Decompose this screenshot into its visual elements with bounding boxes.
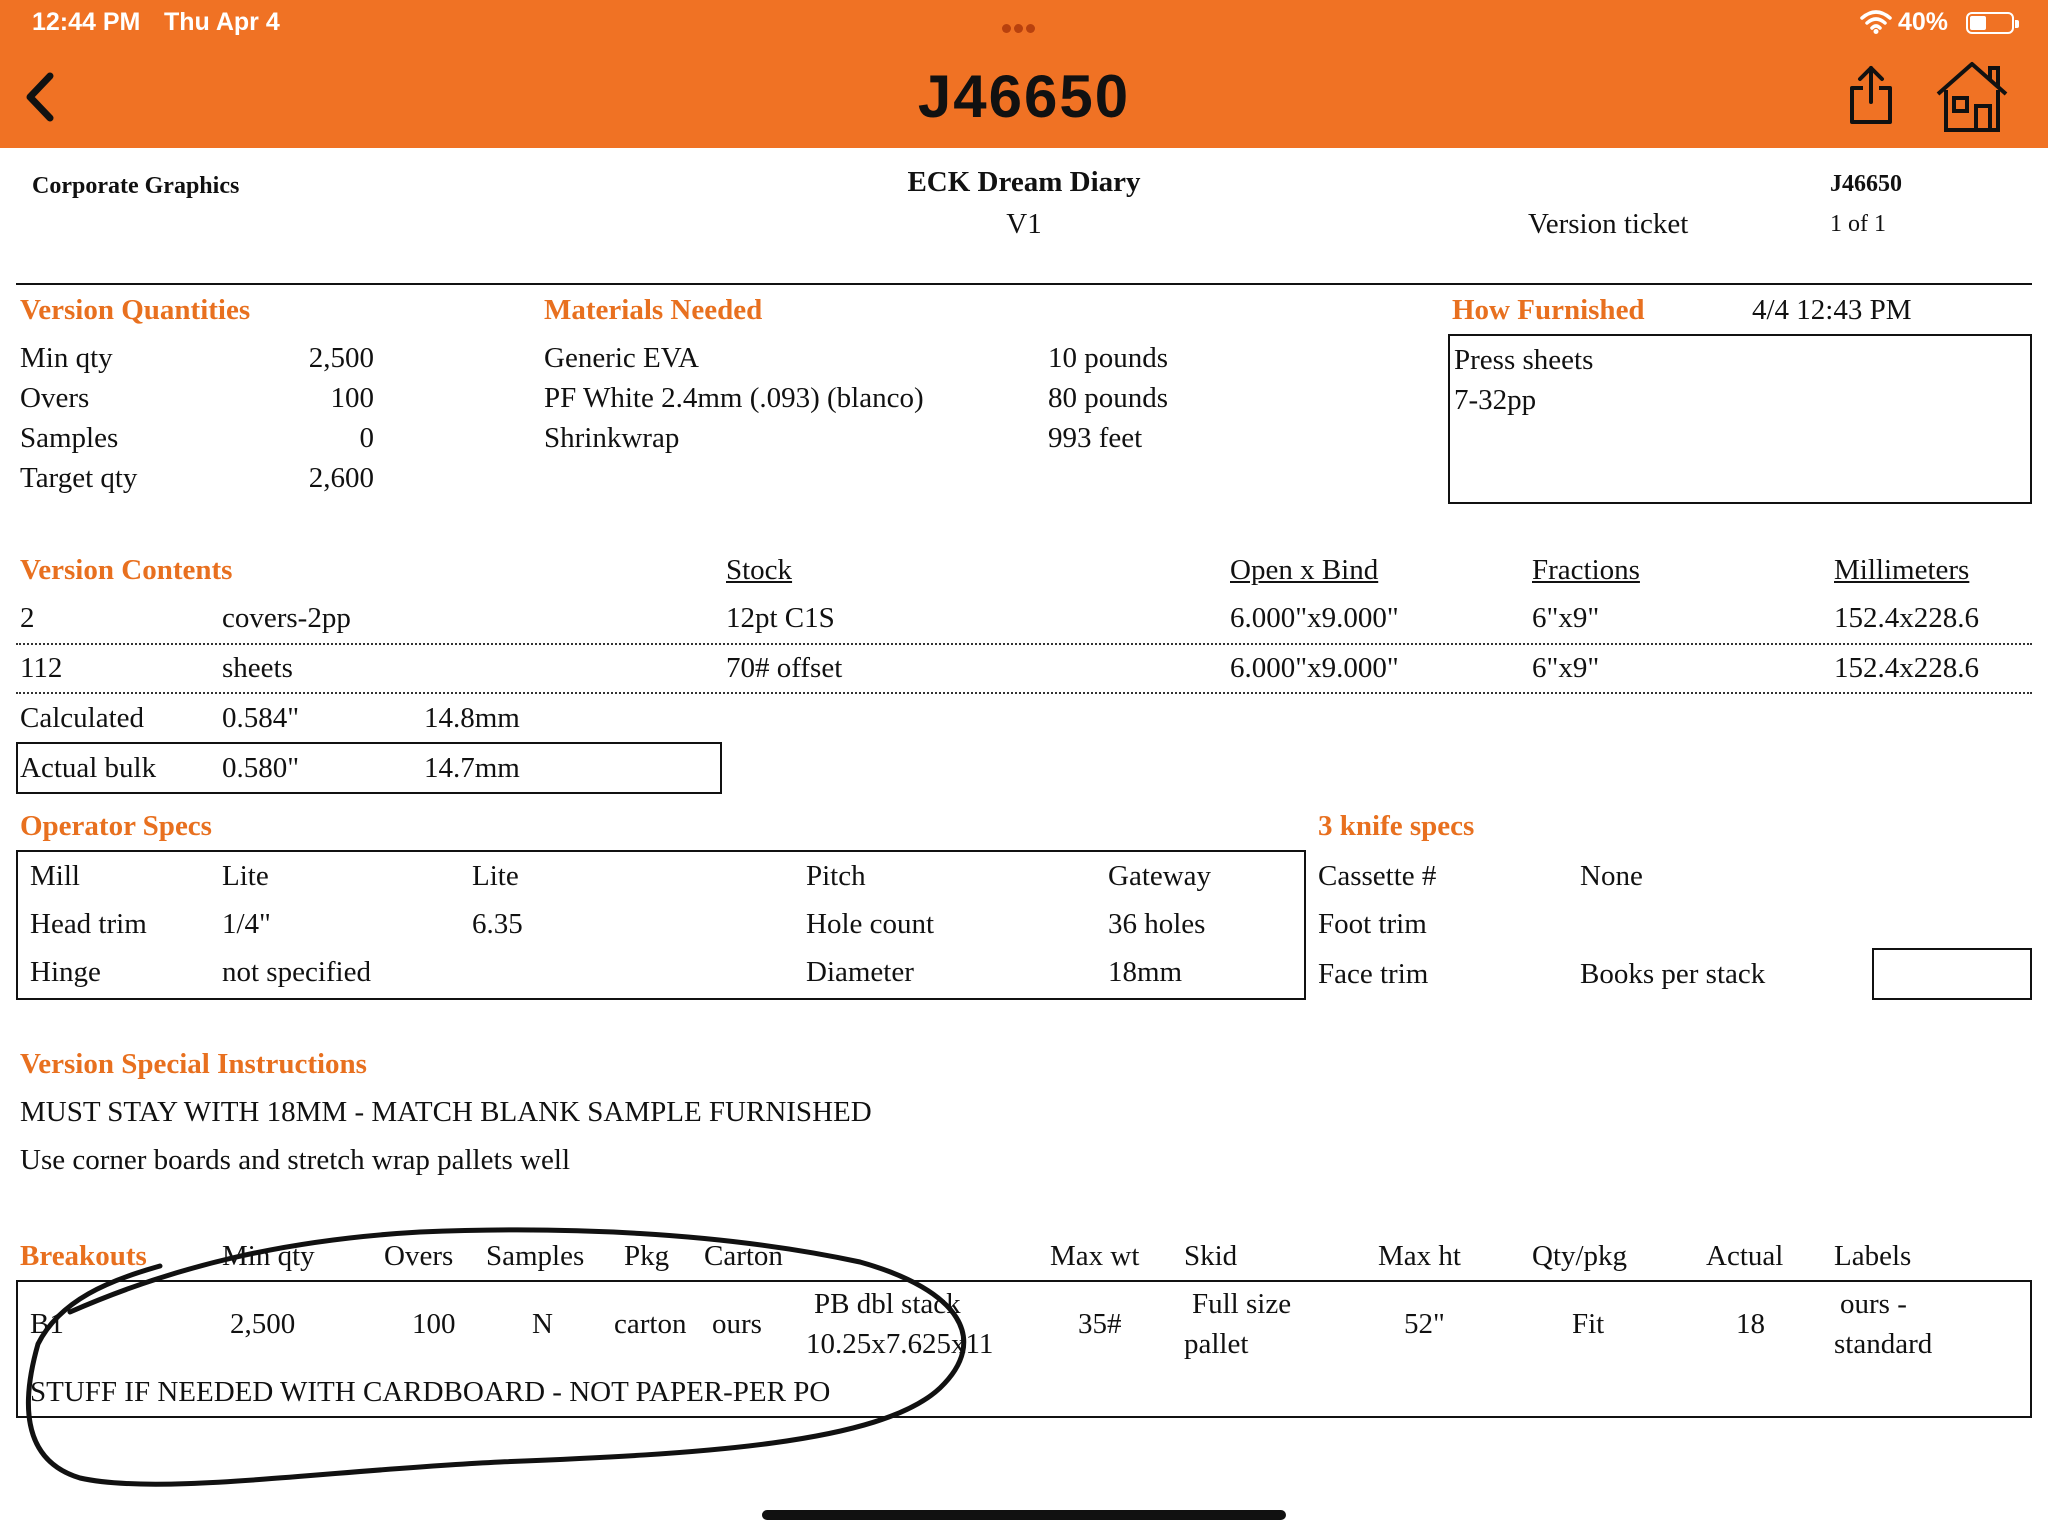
material-name: Generic EVA — [544, 342, 699, 374]
home-indicator[interactable] — [762, 1510, 1286, 1520]
row-divider — [16, 692, 2032, 694]
version-label: V1 — [1006, 208, 1042, 240]
ticket-label: Version ticket — [1528, 208, 1689, 240]
contents-open-bind: 6.000"x9.000" — [1230, 602, 1399, 634]
status-time: 12:44 PM — [32, 8, 141, 36]
calculated-label: Calculated — [20, 702, 145, 734]
how-furnished-line: Press sheets — [1454, 344, 1594, 376]
spec-cell: Pitch — [806, 860, 866, 892]
actual-bulk-label: Actual bulk — [20, 752, 157, 784]
breakout-header: Carton — [704, 1240, 783, 1272]
version-contents-heading: Version Contents — [20, 554, 233, 586]
navigation-bar — [0, 0, 2048, 148]
special-instructions-heading: Version Special Instructions — [20, 1048, 367, 1080]
qty-label: Target qty — [20, 462, 138, 494]
page-title: J46650 — [917, 63, 1131, 130]
header-divider — [16, 283, 2032, 285]
column-header-open-bind: Open x Bind — [1230, 554, 1379, 586]
contents-open-bind: 6.000"x9.000" — [1230, 652, 1399, 684]
breakouts-heading: Breakouts — [20, 1240, 147, 1272]
company-name: Corporate Graphics — [32, 173, 240, 199]
contents-count: 112 — [20, 652, 63, 684]
breakout-header: Actual — [1706, 1240, 1784, 1272]
version-quantities-heading: Version Quantities — [20, 294, 251, 326]
materials-heading: Materials Needed — [544, 294, 763, 326]
qty-label: Samples — [20, 422, 119, 454]
contents-desc: sheets — [222, 652, 293, 684]
knife-specs-heading: 3 knife specs — [1318, 810, 1475, 842]
calculated-mm: 14.8mm — [424, 702, 520, 734]
spec-cell: 18mm — [1108, 956, 1183, 988]
special-instruction-line: Use corner boards and stretch wrap pallets well — [20, 1144, 570, 1176]
cassette-value: None — [1580, 860, 1643, 892]
page-count: 1 of 1 — [1830, 211, 1886, 237]
spec-cell: Hole count — [806, 908, 935, 940]
material-amount: 993 feet — [1048, 422, 1143, 454]
multitasking-dots-icon[interactable] — [1002, 20, 1046, 30]
books-per-stack-field — [1872, 948, 2032, 1000]
spec-cell: Gateway — [1108, 860, 1212, 892]
job-number: J46650 — [1830, 171, 1902, 197]
breakout-header: Skid — [1184, 1240, 1238, 1272]
breakout-pkg: carton — [614, 1308, 687, 1340]
row-divider — [16, 643, 2032, 645]
contents-mm: 152.4x228.6 — [1834, 652, 1979, 684]
product-name: ECK Dream Diary — [907, 166, 1141, 198]
breakout-skid: Full size — [1192, 1288, 1292, 1320]
how-furnished-heading: How Furnished — [1452, 294, 1645, 326]
contents-stock: 12pt C1S — [726, 602, 835, 634]
spec-cell: 6.35 — [472, 908, 523, 940]
spec-cell: Lite — [222, 860, 269, 892]
foot-trim-label: Foot trim — [1318, 908, 1427, 940]
qty-value: 2,500 — [308, 342, 374, 374]
breakout-overs: 100 — [412, 1308, 456, 1340]
contents-count: 2 — [20, 602, 35, 634]
actual-bulk-mm: 14.7mm — [424, 752, 520, 784]
spec-cell: Hinge — [30, 956, 101, 988]
breakout-header: Min qty — [222, 1240, 315, 1272]
share-icon[interactable] — [1846, 64, 1896, 126]
home-icon[interactable] — [1934, 60, 2010, 134]
breakout-min-qty: 2,500 — [230, 1308, 296, 1340]
qty-label: Min qty — [20, 342, 113, 374]
material-amount: 10 pounds — [1048, 342, 1169, 374]
qty-value: 0 — [359, 422, 374, 454]
how-furnished-line: 7-32pp — [1454, 384, 1537, 416]
books-per-stack-label: Books per stack — [1580, 958, 1766, 990]
column-header-stock: Stock — [726, 554, 793, 586]
breakout-labels: ours - — [1840, 1288, 1907, 1320]
breakout-header: Labels — [1834, 1240, 1912, 1272]
how-furnished-timestamp: 4/4 12:43 PM — [1752, 294, 1912, 326]
battery-icon — [1966, 12, 2014, 34]
breakout-max-ht: 52" — [1404, 1308, 1445, 1340]
column-header-fractions: Fractions — [1532, 554, 1640, 586]
material-name: PF White 2.4mm (.093) (blanco) — [544, 382, 924, 414]
breakout-header: Pkg — [624, 1240, 670, 1272]
breakout-max-wt: 35# — [1078, 1308, 1122, 1340]
special-instruction-line: MUST STAY WITH 18MM - MATCH BLANK SAMPLE FURNISHED — [20, 1096, 872, 1128]
contents-desc: covers-2pp — [222, 602, 351, 634]
breakout-samples: N — [532, 1308, 553, 1340]
contents-mm: 152.4x228.6 — [1834, 602, 1979, 634]
contents-stock: 70# offset — [726, 652, 843, 684]
status-date: Thu Apr 4 — [164, 8, 280, 36]
breakout-header: Samples — [486, 1240, 585, 1272]
breakout-skid: pallet — [1184, 1328, 1249, 1360]
material-amount: 80 pounds — [1048, 382, 1169, 414]
breakout-carton-desc: PB dbl stack — [814, 1288, 961, 1320]
calculated-inches: 0.584" — [222, 702, 300, 734]
qty-value: 2,600 — [308, 462, 374, 494]
breakout-actual: 18 — [1736, 1308, 1765, 1340]
spec-cell: 1/4" — [222, 908, 271, 940]
actual-bulk-inches: 0.580" — [222, 752, 300, 784]
breakout-header: Max wt — [1050, 1240, 1140, 1272]
breakout-header: Max ht — [1378, 1240, 1461, 1272]
breakout-note: STUFF IF NEEDED WITH CARDBOARD - NOT PAPER-PER PO — [30, 1376, 831, 1408]
breakout-header: Overs — [384, 1240, 454, 1272]
qty-value: 100 — [330, 382, 374, 414]
spec-cell: 36 holes — [1108, 908, 1206, 940]
contents-fractions: 6"x9" — [1532, 602, 1600, 634]
qty-label: Overs — [20, 382, 90, 414]
wifi-icon — [1860, 10, 1892, 34]
material-name: Shrinkwrap — [544, 422, 680, 454]
breakout-qty-pkg: Fit — [1572, 1308, 1605, 1340]
battery-percentage: 40% — [1898, 8, 1949, 36]
column-header-millimeters: Millimeters — [1834, 554, 1970, 586]
breakout-labels: standard — [1834, 1328, 1933, 1360]
spec-cell: not specified — [222, 956, 371, 988]
spec-cell: Lite — [472, 860, 519, 892]
spec-cell: Head trim — [30, 908, 147, 940]
contents-fractions: 6"x9" — [1532, 652, 1600, 684]
cassette-label: Cassette # — [1318, 860, 1437, 892]
spec-cell: Mill — [30, 860, 80, 892]
breakout-carton: ours — [712, 1308, 762, 1340]
spec-cell: Diameter — [806, 956, 914, 988]
breakout-carton-size: 10.25x7.625x11 — [806, 1328, 994, 1360]
face-trim-label: Face trim — [1318, 958, 1429, 990]
breakout-header: Qty/pkg — [1532, 1240, 1628, 1272]
breakout-id: B1 — [30, 1308, 64, 1340]
operator-specs-heading: Operator Specs — [20, 810, 212, 842]
